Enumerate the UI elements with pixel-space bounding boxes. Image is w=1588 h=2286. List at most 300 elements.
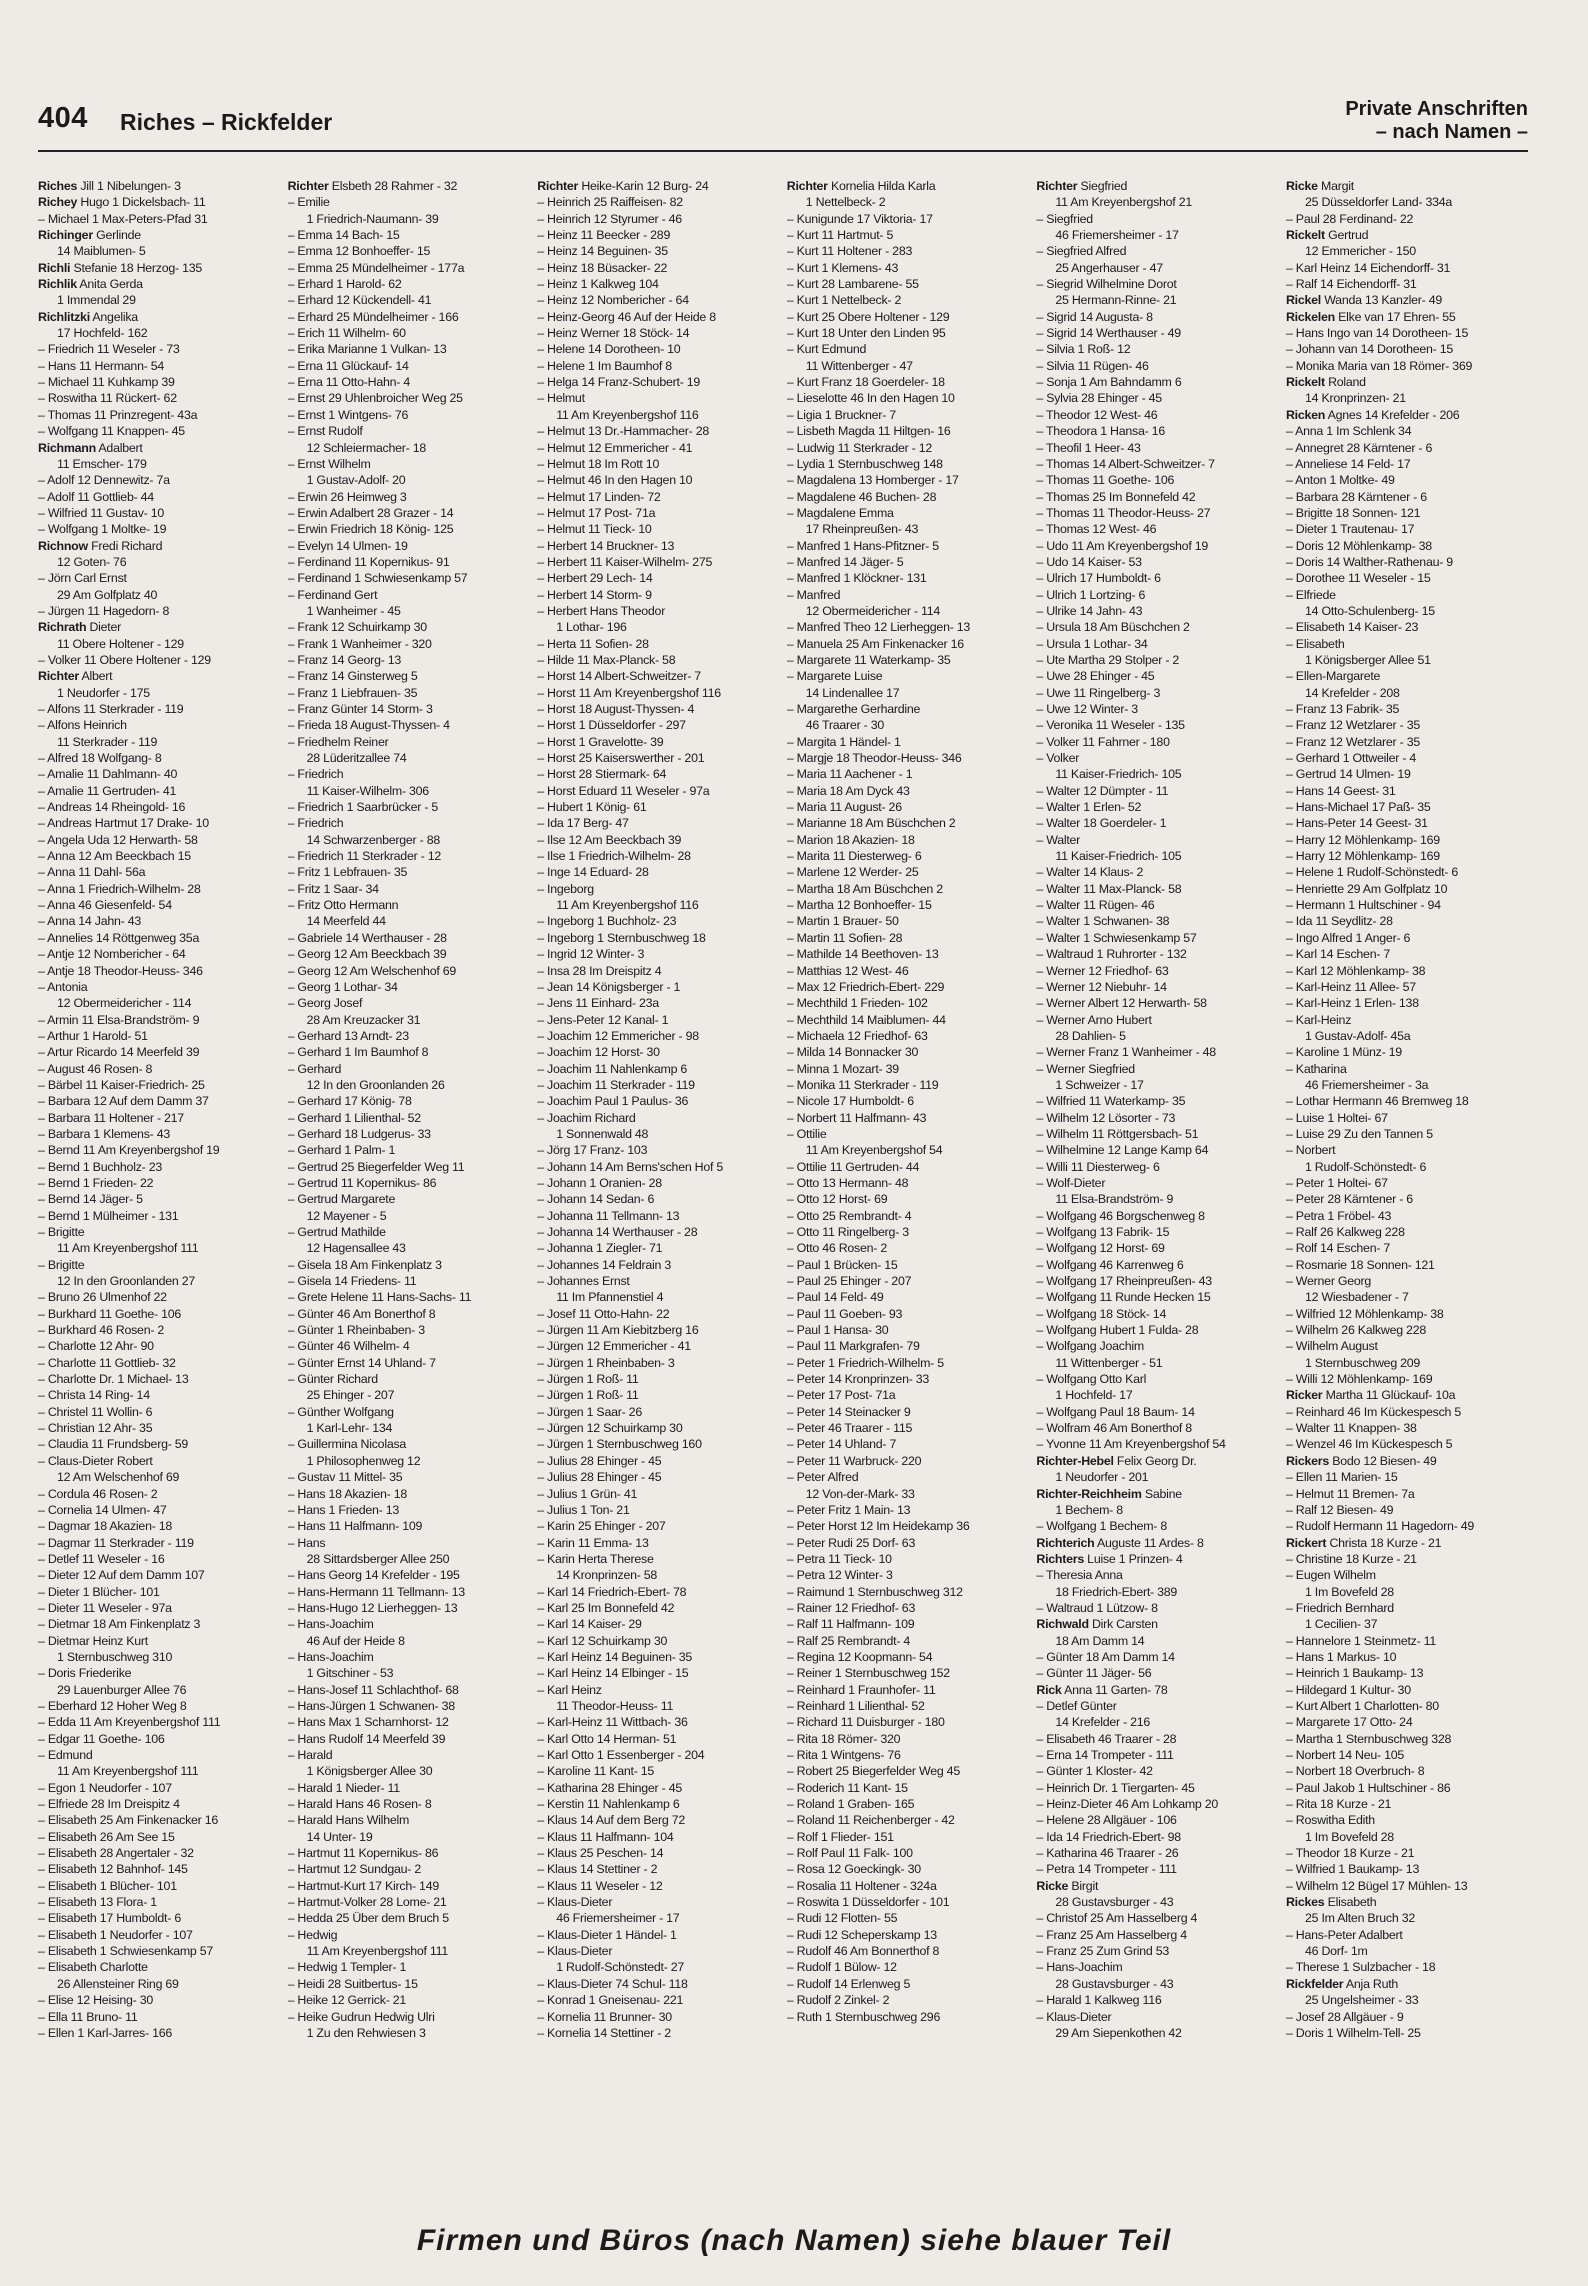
directory-entry [1036, 1306, 1278, 1322]
entry-text: – Elisabeth 12 Bahnhof- 145 [38, 1862, 188, 1877]
entry-text: – Lydia 1 Sternbuschweg 148 [786, 456, 943, 471]
directory-entry [38, 1044, 280, 1060]
directory-entry [1036, 1698, 1278, 1714]
entry-text: – Sonja 1 Am Bahndamm 6 [1036, 375, 1182, 390]
entry-text: 1 Königsberger Allee 51 [1304, 652, 1431, 667]
directory-entry [1286, 701, 1528, 717]
directory-entry [787, 652, 1029, 668]
entry-text: – Edgar 11 Goethe- 106 [38, 1731, 165, 1746]
directory-entry [38, 1191, 280, 1207]
directory-entry [38, 603, 280, 619]
entry-text: 46 Friemersheimer - 3a [1304, 1077, 1429, 1092]
entry-surname: Rick [1036, 1682, 1062, 1697]
directory-entry [537, 1077, 779, 1093]
directory-entry [1036, 227, 1278, 243]
directory-entry [537, 1518, 779, 1534]
directory-entry [288, 1731, 530, 1747]
entry-text: – Paul Jakob 1 Hultschiner - 86 [1285, 1780, 1451, 1795]
directory-entry [38, 1763, 280, 1779]
directory-entry [38, 995, 280, 1011]
directory-entry [38, 799, 280, 815]
directory-entry [787, 1175, 1029, 1191]
entry-text: – Nicole 17 Humboldt- 6 [786, 1094, 914, 1109]
directory-entry [288, 1796, 530, 1812]
entry-text: – Ingeborg [537, 881, 594, 896]
directory-entry [787, 292, 1029, 308]
directory-entry [787, 440, 1029, 456]
directory-entry [288, 1927, 530, 1943]
directory-entry [537, 1355, 779, 1371]
directory-entry [537, 570, 779, 586]
entry-text: – Jürgen 12 Emmericher - 41 [537, 1339, 691, 1354]
directory-entry [537, 521, 779, 537]
directory-entry [38, 440, 280, 456]
directory-entry [288, 505, 530, 521]
directory-entry [787, 619, 1029, 635]
entry-text: – Wolfgang 46 Karrenweg 6 [1036, 1257, 1184, 1272]
entry-text: – Elisabeth 25 Am Finkenacker 16 [38, 1813, 219, 1828]
directory-entry [1036, 489, 1278, 505]
directory-entry [38, 1028, 280, 1044]
entry-text: – Erhard 25 Mündelheimer - 166 [287, 309, 459, 324]
entry-text: – Heinrich Dr. 1 Tiergarten- 45 [1036, 1780, 1195, 1795]
directory-entry [787, 1616, 1029, 1632]
entry-text: Angelika [92, 309, 138, 324]
directory-entry [38, 587, 280, 603]
directory-entry [38, 423, 280, 439]
entry-text: – Elisabeth Charlotte [38, 1960, 148, 1975]
entry-text: – Brigitte 18 Sonnen- 121 [1285, 505, 1421, 520]
entry-text: – Ellen 1 Karl-Jarres- 166 [38, 2025, 172, 2040]
directory-entry [1286, 1289, 1528, 1305]
entry-text: – Ferdinand 11 Kopernikus- 91 [287, 554, 450, 569]
directory-entry [1036, 1600, 1278, 1616]
directory-entry [38, 815, 280, 831]
entry-text: – Ingrid 12 Winter- 3 [537, 947, 645, 962]
directory-entry [1286, 1812, 1528, 1828]
directory-entry [537, 587, 779, 603]
directory-entry [537, 652, 779, 668]
entry-text: – Kurt Franz 18 Goerdeler- 18 [786, 375, 945, 390]
entry-text: – Wilhelm 12 Lösorter - 73 [1036, 1110, 1176, 1125]
entry-text: – Maria 18 Am Dyck 43 [786, 783, 910, 798]
directory-entry [1286, 587, 1528, 603]
directory-entry [288, 1600, 530, 1616]
directory-entry [1286, 1502, 1528, 1518]
directory-entry [38, 194, 280, 210]
entry-text: – Armin 11 Elsa-Brandström- 9 [38, 1012, 200, 1027]
directory-entry [38, 309, 280, 325]
directory-entry [288, 1208, 530, 1224]
directory-entry [38, 1894, 280, 1910]
entry-text: – Henriette 29 Am Golfplatz 10 [1285, 881, 1448, 896]
entry-text: – Johann 1 Oranien- 28 [537, 1175, 662, 1190]
directory-entry [1036, 1289, 1278, 1305]
entry-text: – Gerhard 1 Ottweiler - 4 [1285, 751, 1417, 766]
entry-text: – Günter Ernst 14 Uhland- 7 [287, 1355, 436, 1370]
directory-entry [288, 1992, 530, 2008]
directory-entry [1036, 1763, 1278, 1779]
directory-entry [1036, 2009, 1278, 2025]
entry-text: – Rolf 1 Flieder- 151 [786, 1829, 894, 1844]
directory-entry [787, 260, 1029, 276]
entry-text: – Wolfgang 1 Bechem- 8 [1036, 1519, 1168, 1534]
entry-text: – Karoline 11 Kant- 15 [537, 1764, 655, 1779]
directory-entry [787, 1845, 1029, 1861]
entry-text: – Horst 28 Stiermark- 64 [537, 767, 667, 782]
directory-entry [288, 276, 530, 292]
directory-column-1 [38, 178, 280, 2228]
entry-text: – Emma 14 Bach- 15 [287, 228, 400, 243]
directory-entry [1036, 1649, 1278, 1665]
entry-text: – Sylvia 28 Ehinger - 45 [1036, 391, 1162, 406]
entry-text: – Emilie [287, 195, 330, 210]
directory-entry [1286, 1028, 1528, 1044]
directory-entry [537, 1191, 779, 1207]
entry-text: 14 Schwarzenberger - 88 [306, 832, 440, 847]
directory-entry [787, 1061, 1029, 1077]
entry-text: – Alfons Heinrich [38, 718, 127, 733]
directory-entry [537, 2009, 779, 2025]
entry-text: – Monika 11 Sterkrader - 119 [786, 1077, 939, 1092]
directory-column-4 [787, 178, 1029, 2228]
directory-entry [1036, 1567, 1278, 1583]
directory-entry [1036, 1959, 1278, 1975]
directory-entry [1286, 881, 1528, 897]
entry-text: – Marita 11 Diesterweg- 6 [786, 849, 922, 864]
directory-entry [288, 913, 530, 929]
entry-text: 25 Düsseldorfer Land- 334a [1304, 195, 1453, 210]
directory-entry [537, 1682, 779, 1698]
directory-entry [1036, 1126, 1278, 1142]
directory-entry [1286, 1878, 1528, 1894]
entry-text: – Martin 1 Brauer- 50 [786, 914, 899, 929]
directory-entry [38, 685, 280, 701]
entry-text: – Gerhard 1 Lilienthal- 52 [287, 1110, 421, 1125]
entry-text: – Erna 11 Glückauf- 14 [287, 358, 409, 373]
entry-text: – Joachim 12 Emmericher - 98 [537, 1028, 699, 1043]
directory-entry [1286, 652, 1528, 668]
entry-text: – Anna 1 Friedrich-Wilhelm- 28 [38, 881, 201, 896]
entry-text: – Fritz Otto Hermann [287, 898, 399, 913]
directory-entry [288, 1551, 530, 1567]
entry-text: – Karl 14 Kaiser- 29 [537, 1617, 642, 1632]
entry-text: – Norbert 14 Neu- 105 [1285, 1748, 1405, 1762]
entry-text: 28 Lüderitzallee 74 [306, 751, 407, 766]
entry-text: – Rudi 12 Flotten- 55 [786, 1911, 898, 1926]
entry-text: 11 Am Kreyenbergshof 54 [805, 1143, 943, 1158]
directory-entry [1036, 1387, 1278, 1403]
directory-entry [288, 1469, 530, 1485]
directory-entry [38, 766, 280, 782]
entry-text: – Kurt Albert 1 Charlotten- 80 [1285, 1698, 1439, 1713]
directory-entry [1286, 1910, 1528, 1926]
directory-entry [288, 1257, 530, 1273]
directory-entry [1286, 1224, 1528, 1240]
entry-surname: Richter [786, 179, 828, 193]
directory-entry [38, 1420, 280, 1436]
entry-text: – Manfred Theo 12 Lierheggen- 13 [786, 620, 971, 635]
directory-entry [787, 766, 1029, 782]
entry-text: – Thomas 25 Im Bonnefeld 42 [1036, 489, 1196, 504]
directory-entry [288, 1665, 530, 1681]
entry-text: – Hedwig 1 Templer- 1 [287, 1960, 407, 1975]
entry-text: – Helmut 13 Dr.-Hammacher- 28 [537, 424, 709, 439]
entry-text: – Guillermina Nicolasa [287, 1437, 407, 1452]
entry-text: – Barbara 12 Auf dem Damm 37 [38, 1094, 209, 1109]
entry-text: – Friedrich [287, 767, 344, 782]
directory-entry [1036, 946, 1278, 962]
entry-text: – Heinz 1 Kalkweg 104 [537, 277, 659, 292]
directory-entry [38, 930, 280, 946]
entry-text: – Hans Ingo van 14 Dorotheen- 15 [1285, 326, 1469, 341]
directory-entry [787, 832, 1029, 848]
directory-entry [1286, 1731, 1528, 1747]
entry-text: – Willi 11 Diesterweg- 6 [1036, 1159, 1160, 1174]
directory-entry [537, 227, 779, 243]
entry-text: – Johanna 11 Tellmann- 13 [537, 1208, 680, 1223]
directory-entry [787, 1861, 1029, 1877]
entry-text: – Adolf 11 Gottlieb- 44 [38, 489, 154, 504]
entry-text: Birgit [1071, 1878, 1099, 1893]
directory-entry [288, 1894, 530, 1910]
entry-text: – Mechthild 14 Maiblumen- 44 [786, 1012, 946, 1027]
entry-text: – Volker 11 Obere Holtener - 129 [38, 652, 211, 667]
entry-text: – Wolfgang Paul 18 Baum- 14 [1036, 1404, 1195, 1419]
directory-entry [537, 636, 779, 652]
directory-entry [288, 1845, 530, 1861]
directory-entry [537, 472, 779, 488]
directory-entry [38, 946, 280, 962]
entry-text: – Dieter 1 Trautenau- 17 [1285, 522, 1415, 537]
directory-entry [1286, 570, 1528, 586]
directory-entry [1286, 603, 1528, 619]
directory-entry [288, 227, 530, 243]
entry-text: Auguste 11 Ardes- 8 [1096, 1535, 1204, 1550]
directory-entry [1036, 1257, 1278, 1273]
entry-text: Wanda 13 Kanzler- 49 [1324, 293, 1443, 308]
entry-text: – Herbert 11 Kaiser-Wilhelm- 275 [537, 554, 713, 569]
entry-text: – Karl-Heinz 11 Wittbach- 36 [537, 1715, 688, 1730]
directory-entry [1036, 685, 1278, 701]
directory-entry [38, 292, 280, 308]
directory-entry [38, 1355, 280, 1371]
directory-entry [288, 979, 530, 995]
entry-text: – Ilse 1 Friedrich-Wilhelm- 28 [537, 849, 691, 864]
directory-entry [1036, 211, 1278, 227]
directory-entry [1286, 1306, 1528, 1322]
entry-text: – Erich 11 Wilhelm- 60 [287, 326, 406, 341]
directory-entry [38, 1322, 280, 1338]
entry-text: – Ellen-Margarete [1285, 669, 1381, 684]
directory-entry [1036, 178, 1278, 194]
entry-text: – Max 12 Friedrich-Ebert- 229 [786, 979, 945, 994]
entry-text: – Paul 11 Goeben- 93 [786, 1306, 903, 1321]
directory-entry [1036, 1502, 1278, 1518]
entry-surname: Richey [38, 195, 78, 210]
directory-entry [787, 1273, 1029, 1289]
directory-entry [1286, 1714, 1528, 1730]
directory-entry [38, 1224, 280, 1240]
directory-entry [1286, 897, 1528, 913]
directory-entry [1036, 864, 1278, 880]
entry-text: – Doris Friederike [38, 1666, 132, 1681]
directory-entry [1286, 341, 1528, 357]
directory-entry [787, 1584, 1029, 1600]
directory-entry [1286, 1486, 1528, 1502]
entry-text: 12 Obermeidericher - 114 [805, 603, 941, 618]
directory-entry [288, 1518, 530, 1534]
entry-text: – Hans 14 Geest- 31 [1285, 783, 1396, 798]
entry-text: – Ida 17 Berg- 47 [537, 816, 629, 831]
entry-text: – Margarete 11 Waterkamp- 35 [786, 652, 951, 667]
entry-text: – Friedrich Bernhard [1285, 1600, 1394, 1615]
directory-entry [288, 521, 530, 537]
directory-entry [1286, 783, 1528, 799]
entry-text: – Karoline 1 Münz- 19 [1285, 1045, 1402, 1060]
directory-entry [288, 1159, 530, 1175]
directory-entry [1036, 554, 1278, 570]
directory-entry [787, 1191, 1029, 1207]
directory-entry [537, 717, 779, 733]
directory-entry [787, 1159, 1029, 1175]
entry-text: – Katharina [1285, 1061, 1347, 1076]
entry-text: – Johanna 14 Werthauser - 28 [537, 1225, 698, 1239]
entry-text: 1 Philosophenweg 12 [306, 1453, 421, 1468]
entry-text: – Walter [1036, 832, 1081, 847]
entry-text: – Gisela 18 Am Finkenplatz 3 [287, 1257, 442, 1272]
entry-text: 1 Friedrich-Naumann- 39 [306, 211, 439, 226]
directory-entry [1036, 374, 1278, 390]
entry-text: – Paul 25 Ehinger - 207 [786, 1274, 912, 1289]
directory-entry [1286, 1894, 1528, 1910]
entry-text: – Hartmut-Kurt 17 Kirch- 149 [287, 1878, 439, 1893]
entry-text: – Otto 13 Hermann- 48 [786, 1175, 909, 1190]
directory-entry [1036, 1322, 1278, 1338]
entry-text: – Udo 11 Am Kreyenbergshof 19 [1036, 538, 1208, 553]
directory-entry [288, 1387, 530, 1403]
entry-text: – Ulrike 14 Jahn- 43 [1036, 603, 1143, 618]
directory-entry [1286, 1567, 1528, 1583]
section-label-line-1: Private Anschriften [1345, 98, 1528, 120]
entry-text: – Norbert 18 Overbruch- 8 [1285, 1764, 1425, 1779]
entry-surname: Richlitzki [38, 309, 90, 324]
directory-entry [787, 1714, 1029, 1730]
entry-text: – Heinrich 12 Styrumer - 46 [537, 211, 682, 226]
directory-entry [1036, 1175, 1278, 1191]
directory-entry [537, 1338, 779, 1354]
entry-text: – Gertrud Margarete [287, 1192, 396, 1207]
directory-entry [1036, 1665, 1278, 1681]
directory-entry [288, 652, 530, 668]
entry-text: – Otto 46 Rosen- 2 [786, 1241, 887, 1256]
directory-entry [787, 1044, 1029, 1060]
directory-entry [537, 1257, 779, 1273]
directory-entry [787, 1763, 1029, 1779]
directory-entry [787, 979, 1029, 995]
directory-entry [787, 897, 1029, 913]
entry-text: – Johanna 1 Ziegler- 71 [537, 1241, 663, 1256]
entry-text: – Johannes 14 Feldrain 3 [537, 1257, 672, 1272]
entry-text: – Antje 12 Nombericher - 64 [38, 947, 186, 962]
entry-text: – Georg Josef [287, 996, 363, 1011]
directory-entry [1286, 292, 1528, 308]
entry-text: – Heinz Werner 18 Stöck- 14 [537, 326, 690, 341]
directory-entry [537, 1600, 779, 1616]
directory-entry [1036, 570, 1278, 586]
directory-entry [537, 1796, 779, 1812]
entry-text: – Peter 28 Kärntener - 6 [1285, 1192, 1413, 1207]
entry-text: 11 Im Pfannenstiel 4 [556, 1290, 664, 1305]
entry-text: – Dieter 1 Blücher- 101 [38, 1584, 160, 1599]
entry-text: – Kerstin 11 Nahlenkamp 6 [537, 1797, 680, 1812]
entry-text: – Wolfgang 13 Fabrik- 15 [1036, 1225, 1170, 1239]
directory-entry [537, 1044, 779, 1060]
entry-text: 1 Gitschiner - 53 [306, 1666, 394, 1681]
entry-text: – Lothar Hermann 46 Bremweg 18 [1285, 1094, 1469, 1109]
entry-text: – Franz 25 Am Hasselberg 4 [1036, 1927, 1187, 1942]
entry-text: Anja Ruth [1345, 1976, 1399, 1991]
directory-entry [787, 1780, 1029, 1796]
entry-text: – Heinz-Dieter 46 Am Lohkamp 20 [1036, 1797, 1219, 1812]
entry-text: – Andreas Hartmut 17 Drake- 10 [38, 816, 209, 831]
entry-text: – Friedhelm Reiner [287, 734, 389, 749]
directory-entry [288, 1567, 530, 1583]
entry-text: – Kurt 1 Klemens- 43 [786, 260, 899, 275]
directory-entry [787, 1682, 1029, 1698]
directory-entry [537, 1404, 779, 1420]
directory-entry [1036, 456, 1278, 472]
entry-text: – Doris 12 Möhlenkamp- 38 [1285, 538, 1432, 553]
entry-text: – Dietmar 18 Am Finkenplatz 3 [38, 1617, 201, 1632]
entry-text: – Joachim Richard [537, 1110, 636, 1125]
directory-entry [288, 178, 530, 194]
entry-text: – Ellen 11 Marien- 15 [1285, 1470, 1398, 1485]
entry-text: – Bernd 1 Frieden- 22 [38, 1175, 154, 1190]
entry-text: – Antje 18 Theodor-Heuss- 346 [38, 963, 203, 978]
entry-text: – Rudolf 14 Erlenweg 5 [786, 1976, 911, 1991]
directory-entry [1286, 423, 1528, 439]
entry-text: – Otto 25 Rembrandt- 4 [786, 1208, 912, 1223]
entry-surname: Rickel [1285, 293, 1321, 308]
entry-text: – Helene 14 Dorotheen- 10 [537, 342, 681, 357]
entry-text: – Roland 11 Reichenberger - 42 [786, 1813, 955, 1828]
entry-text: Sabine [1144, 1486, 1182, 1501]
entry-text: – Theofil 1 Heer- 43 [1036, 440, 1141, 455]
directory-entry [787, 521, 1029, 537]
entry-text: – Ida 14 Friedrich-Ebert- 98 [1036, 1829, 1181, 1844]
directory-entry [1036, 799, 1278, 815]
entry-text: 1 Im Bovefeld 28 [1304, 1584, 1394, 1599]
directory-entry [537, 1878, 779, 1894]
entry-text: – Friedrich 1 Saarbrücker - 5 [287, 800, 439, 815]
entry-surname: Richlik [38, 277, 77, 292]
directory-entry [537, 1584, 779, 1600]
directory-entry [1036, 897, 1278, 913]
entry-text: – Rudolf 46 Am Bonnerthof 8 [786, 1944, 940, 1959]
directory-entry [288, 685, 530, 701]
entry-text: – Karin Herta Therese [537, 1551, 654, 1566]
entry-text: – Franz 13 Fabrik- 35 [1285, 702, 1400, 716]
directory-entry [787, 276, 1029, 292]
entry-text: – Rolf 14 Eschen- 7 [1285, 1241, 1391, 1256]
entry-text: 28 Gustavsburger - 43 [1055, 1976, 1174, 1991]
entry-text: – Margarete 17 Otto- 24 [1285, 1715, 1413, 1730]
entry-text: – Thomas 12 West- 46 [1036, 522, 1157, 537]
entry-text: Roland [1328, 375, 1366, 390]
directory-entry [1036, 815, 1278, 831]
entry-text: – Franz 12 Wetzlarer - 35 [1285, 734, 1420, 749]
